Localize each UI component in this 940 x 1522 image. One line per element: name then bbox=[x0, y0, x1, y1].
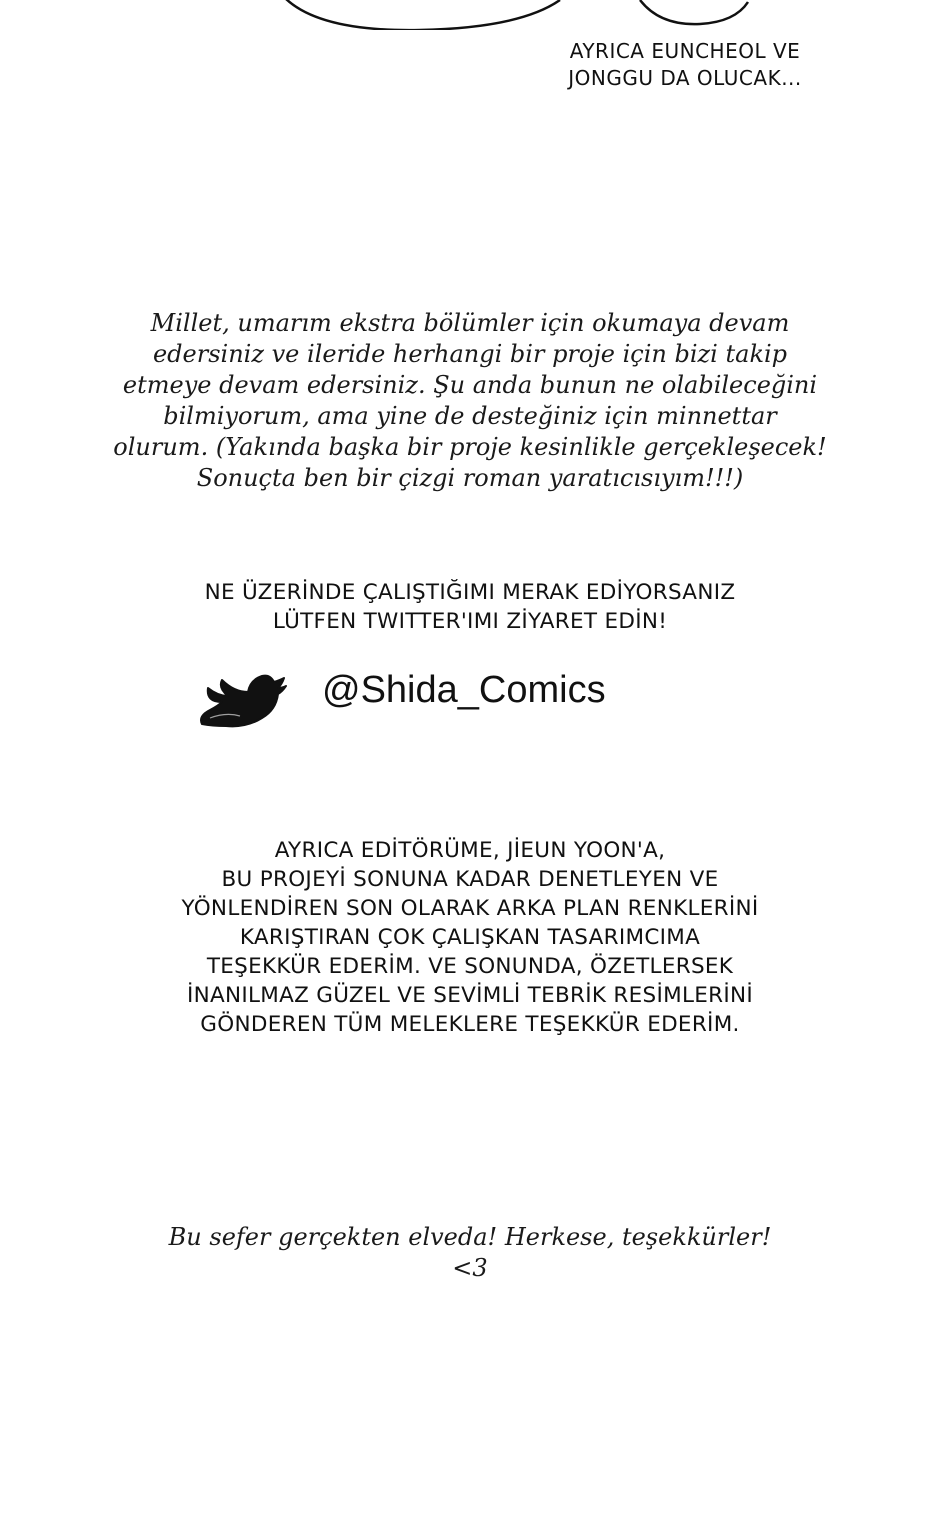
twitter-prompt-line: LÜTFEN TWITTER'IMI ZİYARET EDİN! bbox=[272, 609, 668, 634]
thanks-line: YÖNLENDİREN SON OLARAK ARKA PLAN RENKLERİNİ bbox=[181, 896, 759, 921]
top-caption-line: AYRICA EUNCHEOL VE bbox=[569, 39, 801, 63]
farewell-message bbox=[40, 1222, 900, 1284]
twitter-prompt bbox=[40, 578, 900, 636]
farewell-heart: <3 bbox=[452, 1254, 488, 1282]
twitter-bird-icon bbox=[196, 666, 288, 730]
thanks-line: KARIŞTIRAN ÇOK ÇALIŞKAN TASARIMCIMA bbox=[239, 925, 701, 950]
message-line: etmeye devam edersiniz. Şu anda bunun ne olabileceğini bbox=[122, 371, 818, 399]
thanks-line: AYRICA EDİTÖRÜME, JİEUN YOON'A, bbox=[274, 838, 666, 863]
thanks-line: BU PROJEYİ SONUNA KADAR DENETLEYEN VE bbox=[221, 867, 719, 892]
speech-bubble-edge bbox=[0, 0, 940, 30]
twitter-link[interactable] bbox=[196, 664, 756, 734]
thanks-line: İNANILMAZ GÜZEL VE SEVİMLİ TEBRİK RESİMLERİNİ bbox=[186, 983, 754, 1008]
message-line: edersiniz ve ileride herhangi bir proje için bizi takip bbox=[152, 340, 788, 368]
message-line: bilmiyorum, ama yine de desteğiniz için minnettar bbox=[163, 402, 777, 430]
twitter-prompt-line: NE ÜZERİNDE ÇALIŞTIĞIMI MERAK EDİYORSANIZ bbox=[204, 580, 736, 605]
twitter-handle[interactable]: @Shida_Comics bbox=[322, 669, 606, 711]
message-line: olurum. (Yakında başka bir proje kesinlikle gerçekleşecek! bbox=[113, 433, 827, 461]
top-caption bbox=[530, 38, 840, 92]
author-message bbox=[40, 308, 900, 494]
thanks-line: GÖNDEREN TÜM MELEKLERE TEŞEKKÜR EDERİM. bbox=[200, 1012, 740, 1037]
thanks-line: TEŞEKKÜR EDERİM. VE SONUNDA, ÖZETLERSEK bbox=[206, 954, 734, 979]
message-line: Millet, umarım ekstra bölümler için okumaya devam bbox=[150, 309, 790, 337]
message-line: Sonuçta ben bir çizgi roman yaratıcısıyım!!!) bbox=[196, 464, 744, 492]
thanks-message bbox=[40, 836, 900, 1039]
top-caption-line: JONGGU DA OLUCAK... bbox=[568, 66, 802, 90]
farewell-line: Bu sefer gerçekten elveda! Herkese, teşekkürler! bbox=[168, 1223, 772, 1251]
